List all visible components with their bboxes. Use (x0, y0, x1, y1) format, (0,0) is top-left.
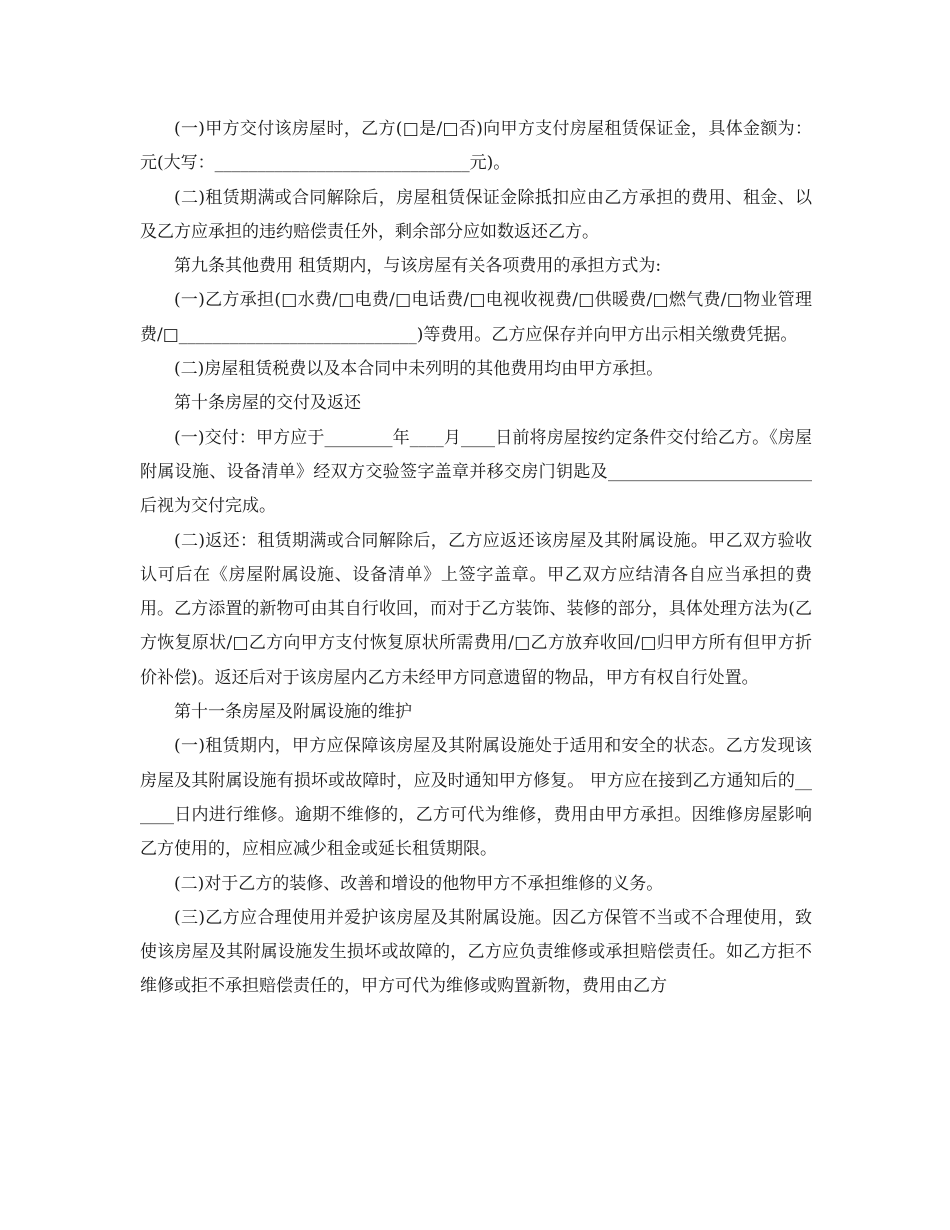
paragraph-deposit-payment: (一)甲方交付该房屋时，乙方(□是/□否)向甲方支付房屋租赁保证金，具体金额为： 元(大写：______________________________元)。 (140, 119, 818, 174)
paragraph-tenant-fees: (一)乙方承担(□水费/□电费/□电话费/□电视收视费/□供暖费/□燃气费/□物业管理费/□____________________________)等费用。乙方应保存并向甲方出示相关缴费凭据。 (140, 290, 812, 345)
paragraph-landlord-fees: (二)房屋租赁税费以及本合同中未列明的其他费用均由甲方承担。 (174, 359, 664, 380)
heading-article-10-delivery-return: 第十条房屋的交付及返还 (174, 393, 361, 414)
paragraph-return: (二)返还：租赁期满或合同解除后，乙方应返还该房屋及其附属设施。甲乙双方验收认可后在《房屋附属设施、设备清单》上签字盖章。甲乙双方应结清各自应当承担的费用。乙方添置的新物可由其自行收回，而对于乙方装饰、装修的部分，具体处理方法为(乙方恢复原状/□乙方向甲方支付恢复原状所需费用/□乙方放弃收回/□归甲方所有但甲方折价补偿)。返还后对于该房屋内乙方未经甲方同意遗留的物品，甲方有权自行处置。 (140, 530, 812, 688)
paragraph-delivery: (一)交付：甲方应于________年____月____日前将房屋按约定条件交付给乙方。《房屋附属设施、设备清单》经双方交验签字盖章并移交房门钥匙及________________________后视为交付完成。 (140, 427, 812, 517)
heading-article-9-other-fees: 第九条其他费用 租赁期内，与该房屋有关各项费用的承担方式为: (174, 256, 662, 277)
document-body (140, 112, 818, 1004)
paragraph-landlord-maintenance: (一)租赁期内，甲方应保障该房屋及其附属设施处于适用和安全的状态。乙方发现该房屋及其附属设施有损坏或故障时，应及时通知甲方修复。 甲方应在接到乙方通知后的______日内进行维修。逾期不维修的，乙方可代为维修，费用由甲方承担。因维修房屋影响乙方使用的，应相应减少租金或延长租赁期限。 (140, 736, 812, 860)
paragraph-tenant-care: (三)乙方应合理使用并爱护该房屋及其附属设施。因乙方保管不当或不合理使用，致使该房屋及其附属设施发生损坏或故障的，乙方应负责维修或承担赔偿责任。如乙方拒不维修或拒不承担赔偿责任的，甲方可代为维修或购置新物，费用由乙方 (140, 907, 812, 997)
paragraph-deposit-return: (二)租赁期满或合同解除后，房屋租赁保证金除抵扣应由乙方承担的费用、租金、以及乙方应承担的违约赔偿责任外，剩余部分应如数返还乙方。 (140, 187, 812, 242)
heading-article-11-maintenance: 第十一条房屋及附属设施的维护 (174, 702, 412, 723)
paragraph-tenant-improvements: (二)对于乙方的装修、改善和增设的他物甲方不承担维修的义务。 (174, 873, 664, 894)
